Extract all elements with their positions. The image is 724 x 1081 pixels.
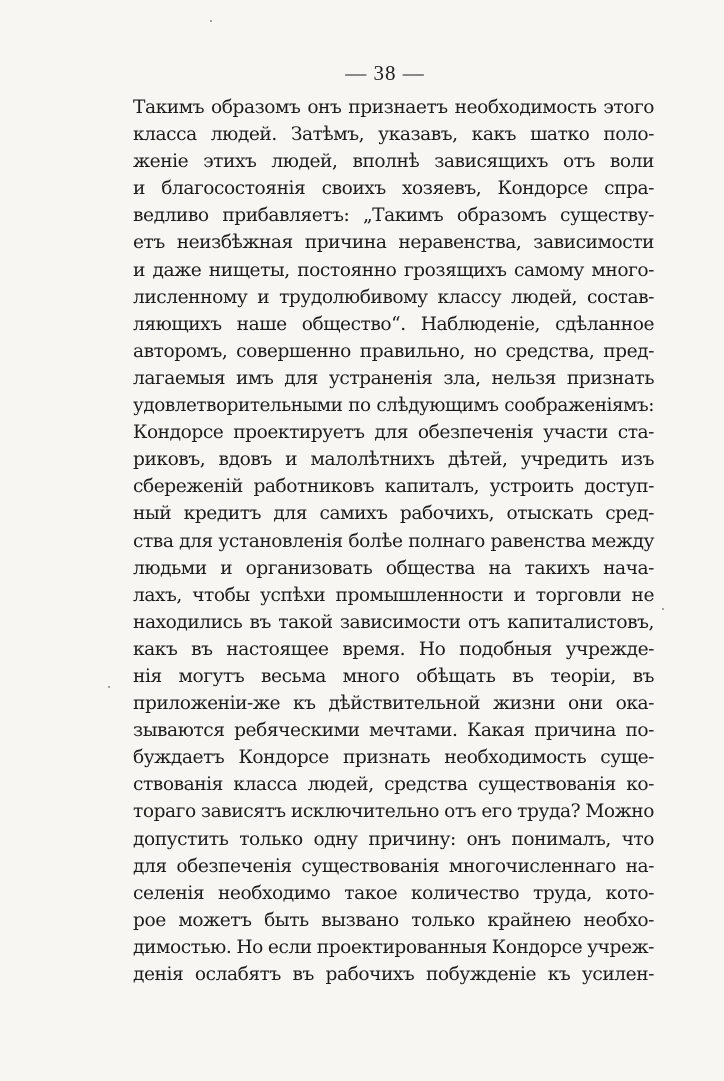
text-line: нія могутъ весьма много обѣщать въ теоріи, въ [133, 665, 654, 687]
text-line: женіе этихъ людей, вполнѣ зависящихъ отъ воли [133, 151, 654, 173]
body-text [133, 94, 654, 988]
text-line: Кондорсе проектируетъ для обезпеченія участи ста- [133, 422, 654, 444]
text-line: приложеніи-же къ дѣйствительной жизни они ока- [133, 693, 654, 715]
text-line: для обезпеченія существованія многочисленнаго на- [133, 855, 654, 877]
text-line: ствованія класса людей, средства существованія ко- [133, 774, 654, 796]
text-line: етъ неизбѣжная причина неравенства, зависимости [133, 232, 654, 254]
text-line: буждаетъ Кондорсе признать необходимость суще- [133, 747, 654, 769]
text-line: Такимъ образомъ онъ признаетъ необходимость этого [133, 97, 654, 118]
text-line: зываются ребяческими мечтами. Какая причина по- [133, 720, 654, 742]
text-line: денія ослабятъ въ рабочихъ побужденіе къ усилен- [133, 964, 654, 985]
text-line: ный кредитъ для самихъ рабочихъ, отыскать сред- [133, 503, 654, 525]
text-line: находились въ такой зависимости отъ капиталистовъ, [133, 611, 654, 633]
text-line: и даже нищеты, постоянно грозящихъ самому много- [133, 259, 654, 281]
paper-speck [108, 686, 110, 688]
paper-speck [662, 608, 664, 610]
text-line: риковъ, вдовъ и малолѣтнихъ дѣтей, учредить изъ [133, 449, 654, 471]
text-line: рое можетъ быть вызвано только крайнею необхо- [133, 909, 654, 931]
text-line: ведливо прибавляетъ: „Такимъ образомъ существу- [133, 205, 654, 227]
text-line: допустить только одну причину: онъ понималъ, что [133, 828, 654, 850]
text-line: удовлетворительными по слѣдующимъ соображеніямъ: [133, 395, 654, 417]
page-number: — 38 — [345, 61, 425, 85]
text-line: ляющихъ наше общество“. Наблюденіе, сдѣланное [133, 313, 654, 335]
text-line: лагаемыя имъ для устраненія зла, нельзя признать [133, 367, 654, 389]
text-line: людьми и организовать общества на такихъ нача- [133, 557, 654, 579]
text-line: и благосостоянія своихъ хозяевъ, Кондорсе спра- [133, 178, 654, 200]
text-line: лисленному и трудолюбивому классу людей, состав- [133, 286, 654, 308]
text-line: какъ въ настоящее время. Но подобныя учрежде- [133, 638, 654, 660]
text-line: авторомъ, совершенно правильно, но средства, пред- [133, 340, 654, 362]
text-line: лахъ, чтобы успѣхи промышленности и торговли не [133, 584, 654, 606]
text-line: тораго зависятъ исключительно отъ его труда? Можно [133, 801, 654, 823]
text-line: сбереженій работниковъ капиталъ, устроить доступ- [133, 476, 654, 498]
text-line: димостью. Но если проектированныя Кондорсе учреж- [133, 936, 654, 958]
paper-speck [210, 20, 212, 22]
text-line: ства для установленія болѣе полнаго равенства между [133, 530, 654, 552]
text-line: класса людей. Затѣмъ, указавъ, какъ шатко поло- [133, 124, 654, 146]
text-line: селенія необходимо такое количество труда, кото- [133, 882, 654, 904]
